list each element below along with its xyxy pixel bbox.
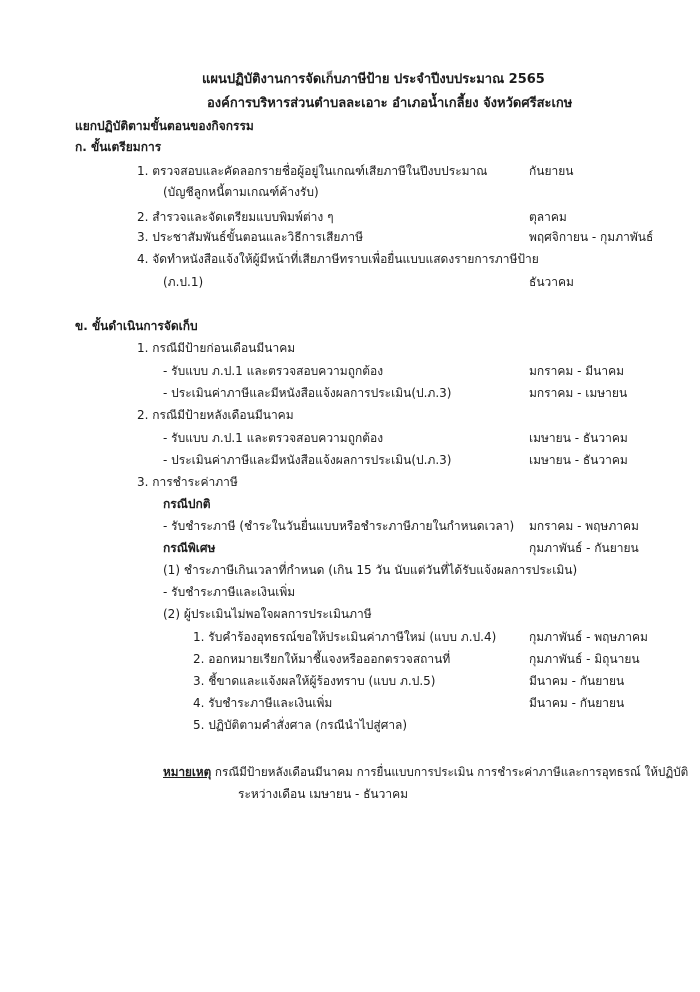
section-a-item-text: 3. ประชาสัมพันธ์ขั้นตอนและวิธีการเสียภาษี <box>137 230 363 244</box>
section-a-item-text: (บัญชีลูกหนี้ตามเกณฑ์ค้างรับ) <box>163 185 319 199</box>
normal-case-heading: กรณีปกติ <box>163 497 211 511</box>
section-a-item-period: ตุลาคม <box>529 210 567 224</box>
page-title: แผนปฏิบัติงานการจัดเก็บภาษีป้าย ประจำปีงบประมาณ 2565 <box>202 72 545 87</box>
appeal-item-text: 2. ออกหมายเรียกให้มาชี้แจงหรือออกตรวจสถานที่ <box>193 652 451 666</box>
section-a-item-text: 1. ตรวจสอบและคัดลอกรายชื่อผู้อยู่ในเกณฑ์เสียภาษีในปีงบประมาณ <box>137 164 488 178</box>
case-1-item-period: มกราคม - เมษายน <box>529 386 628 400</box>
note-text: กรณีมีป้ายหลังเดือนมีนาคม การยื่นแบบการประเมิน การชำระค่าภาษีและการอุทธรณ์ ให้ปฏิบัติ <box>211 765 689 779</box>
case-2-label: 2. กรณีมีป้ายหลังเดือนมีนาคม <box>137 408 294 422</box>
page-subtitle: องค์การบริหารส่วนตำบลละเอาะ อำเภอน้ำเกลี้ยง จังหวัดศรีสะเกษ <box>207 96 573 111</box>
section-a-item-text: 2. สำรวจและจัดเตรียมแบบพิมพ์ต่าง ๆ <box>137 210 334 224</box>
appeal-text: (2) ผู้ประเมินไม่พอใจผลการประเมินภาษี <box>163 607 372 621</box>
appeal-item-period: กุมภาพันธ์ - พฤษภาคม <box>529 630 648 644</box>
special-case-period: กุมภาพันธ์ - กันยายน <box>529 541 639 555</box>
case-3-label: 3. การชำระค่าภาษี <box>137 475 238 489</box>
appeal-item-period: กุมภาพันธ์ - มิถุนายน <box>529 652 640 666</box>
section-a-heading: ก. ขั้นเตรียมการ <box>75 140 162 154</box>
case-2-item-period: เมษายน - ธันวาคม <box>529 431 628 445</box>
intro-text: แยกปฏิบัติตามขั้นตอนของกิจกรรม <box>75 119 254 133</box>
section-a-item-period: พฤศจิกายน - กุมภาพันธ์ <box>529 230 654 244</box>
appeal-item-text: 5. ปฏิบัติตามคำสั่งศาล (กรณีนำไปสู่ศาล) <box>193 718 408 732</box>
section-a-item-text: (ภ.ป.1) <box>163 275 204 289</box>
section-a-item-text: 4. จัดทำหนังสือแจ้งให้ผู้มีหน้าที่เสียภาษีทราบเพื่อยื่นแบบแสดงรายการภาษีป้าย <box>137 252 539 266</box>
section-a-item-period: กันยายน <box>529 164 574 178</box>
note-label: หมายเหตุ <box>163 765 212 779</box>
normal-case-item-text: - รับชำระภาษี (ชำระในวันยื่นแบบหรือชำระภาษีภายในกำหนดเวลา) <box>163 519 515 533</box>
case-2-item-text: - ประเมินค่าภาษีและมีหนังสือแจ้งผลการประเมิน(ป.ภ.3) <box>163 453 452 467</box>
note-line <box>163 764 688 780</box>
normal-case-item-period: มกราคม - พฤษภาคม <box>529 519 639 533</box>
special-case-heading: กรณีพิเศษ <box>163 541 216 555</box>
case-1-label: 1. กรณีมีป้ายก่อนเดือนมีนาคม <box>137 341 296 355</box>
late-payment-text: (1) ชำระภาษีเกินเวลาที่กำหนด (เกิน 15 วัน นับแต่วันที่ได้รับแจ้งผลการประเมิน) <box>163 563 578 577</box>
appeal-item-text: 4. รับชำระภาษีและเงินเพิ่ม <box>193 696 333 710</box>
section-b-heading: ข. ขั้นดำเนินการจัดเก็บ <box>75 319 198 333</box>
appeal-item-text: 3. ชี้ขาดและแจ้งผลให้ผู้ร้องทราบ (แบบ ภ.ป.5) <box>193 674 436 688</box>
appeal-item-period: มีนาคม - กันยายน <box>529 674 625 688</box>
case-1-item-text: - รับแบบ ภ.ป.1 และตรวจสอบความถูกต้อง <box>163 364 384 378</box>
appeal-item-text: 1. รับคำร้องอุทธรณ์ขอให้ประเมินค่าภาษีใหม่ (แบบ ภ.ป.4) <box>193 630 497 644</box>
section-a-item-period: ธันวาคม <box>529 275 574 289</box>
case-2-item-text: - รับแบบ ภ.ป.1 และตรวจสอบความถูกต้อง <box>163 431 384 445</box>
note-text-continued: ระหว่างเดือน เมษายน - ธันวาคม <box>238 787 409 801</box>
appeal-item-period: มีนาคม - กันยายน <box>529 696 625 710</box>
case-1-item-period: มกราคม - มีนาคม <box>529 364 625 378</box>
case-2-item-period: เมษายน - ธันวาคม <box>529 453 628 467</box>
case-1-item-text: - ประเมินค่าภาษีและมีหนังสือแจ้งผลการประเมิน(ป.ภ.3) <box>163 386 452 400</box>
late-payment-item: - รับชำระภาษีและเงินเพิ่ม <box>163 585 296 599</box>
